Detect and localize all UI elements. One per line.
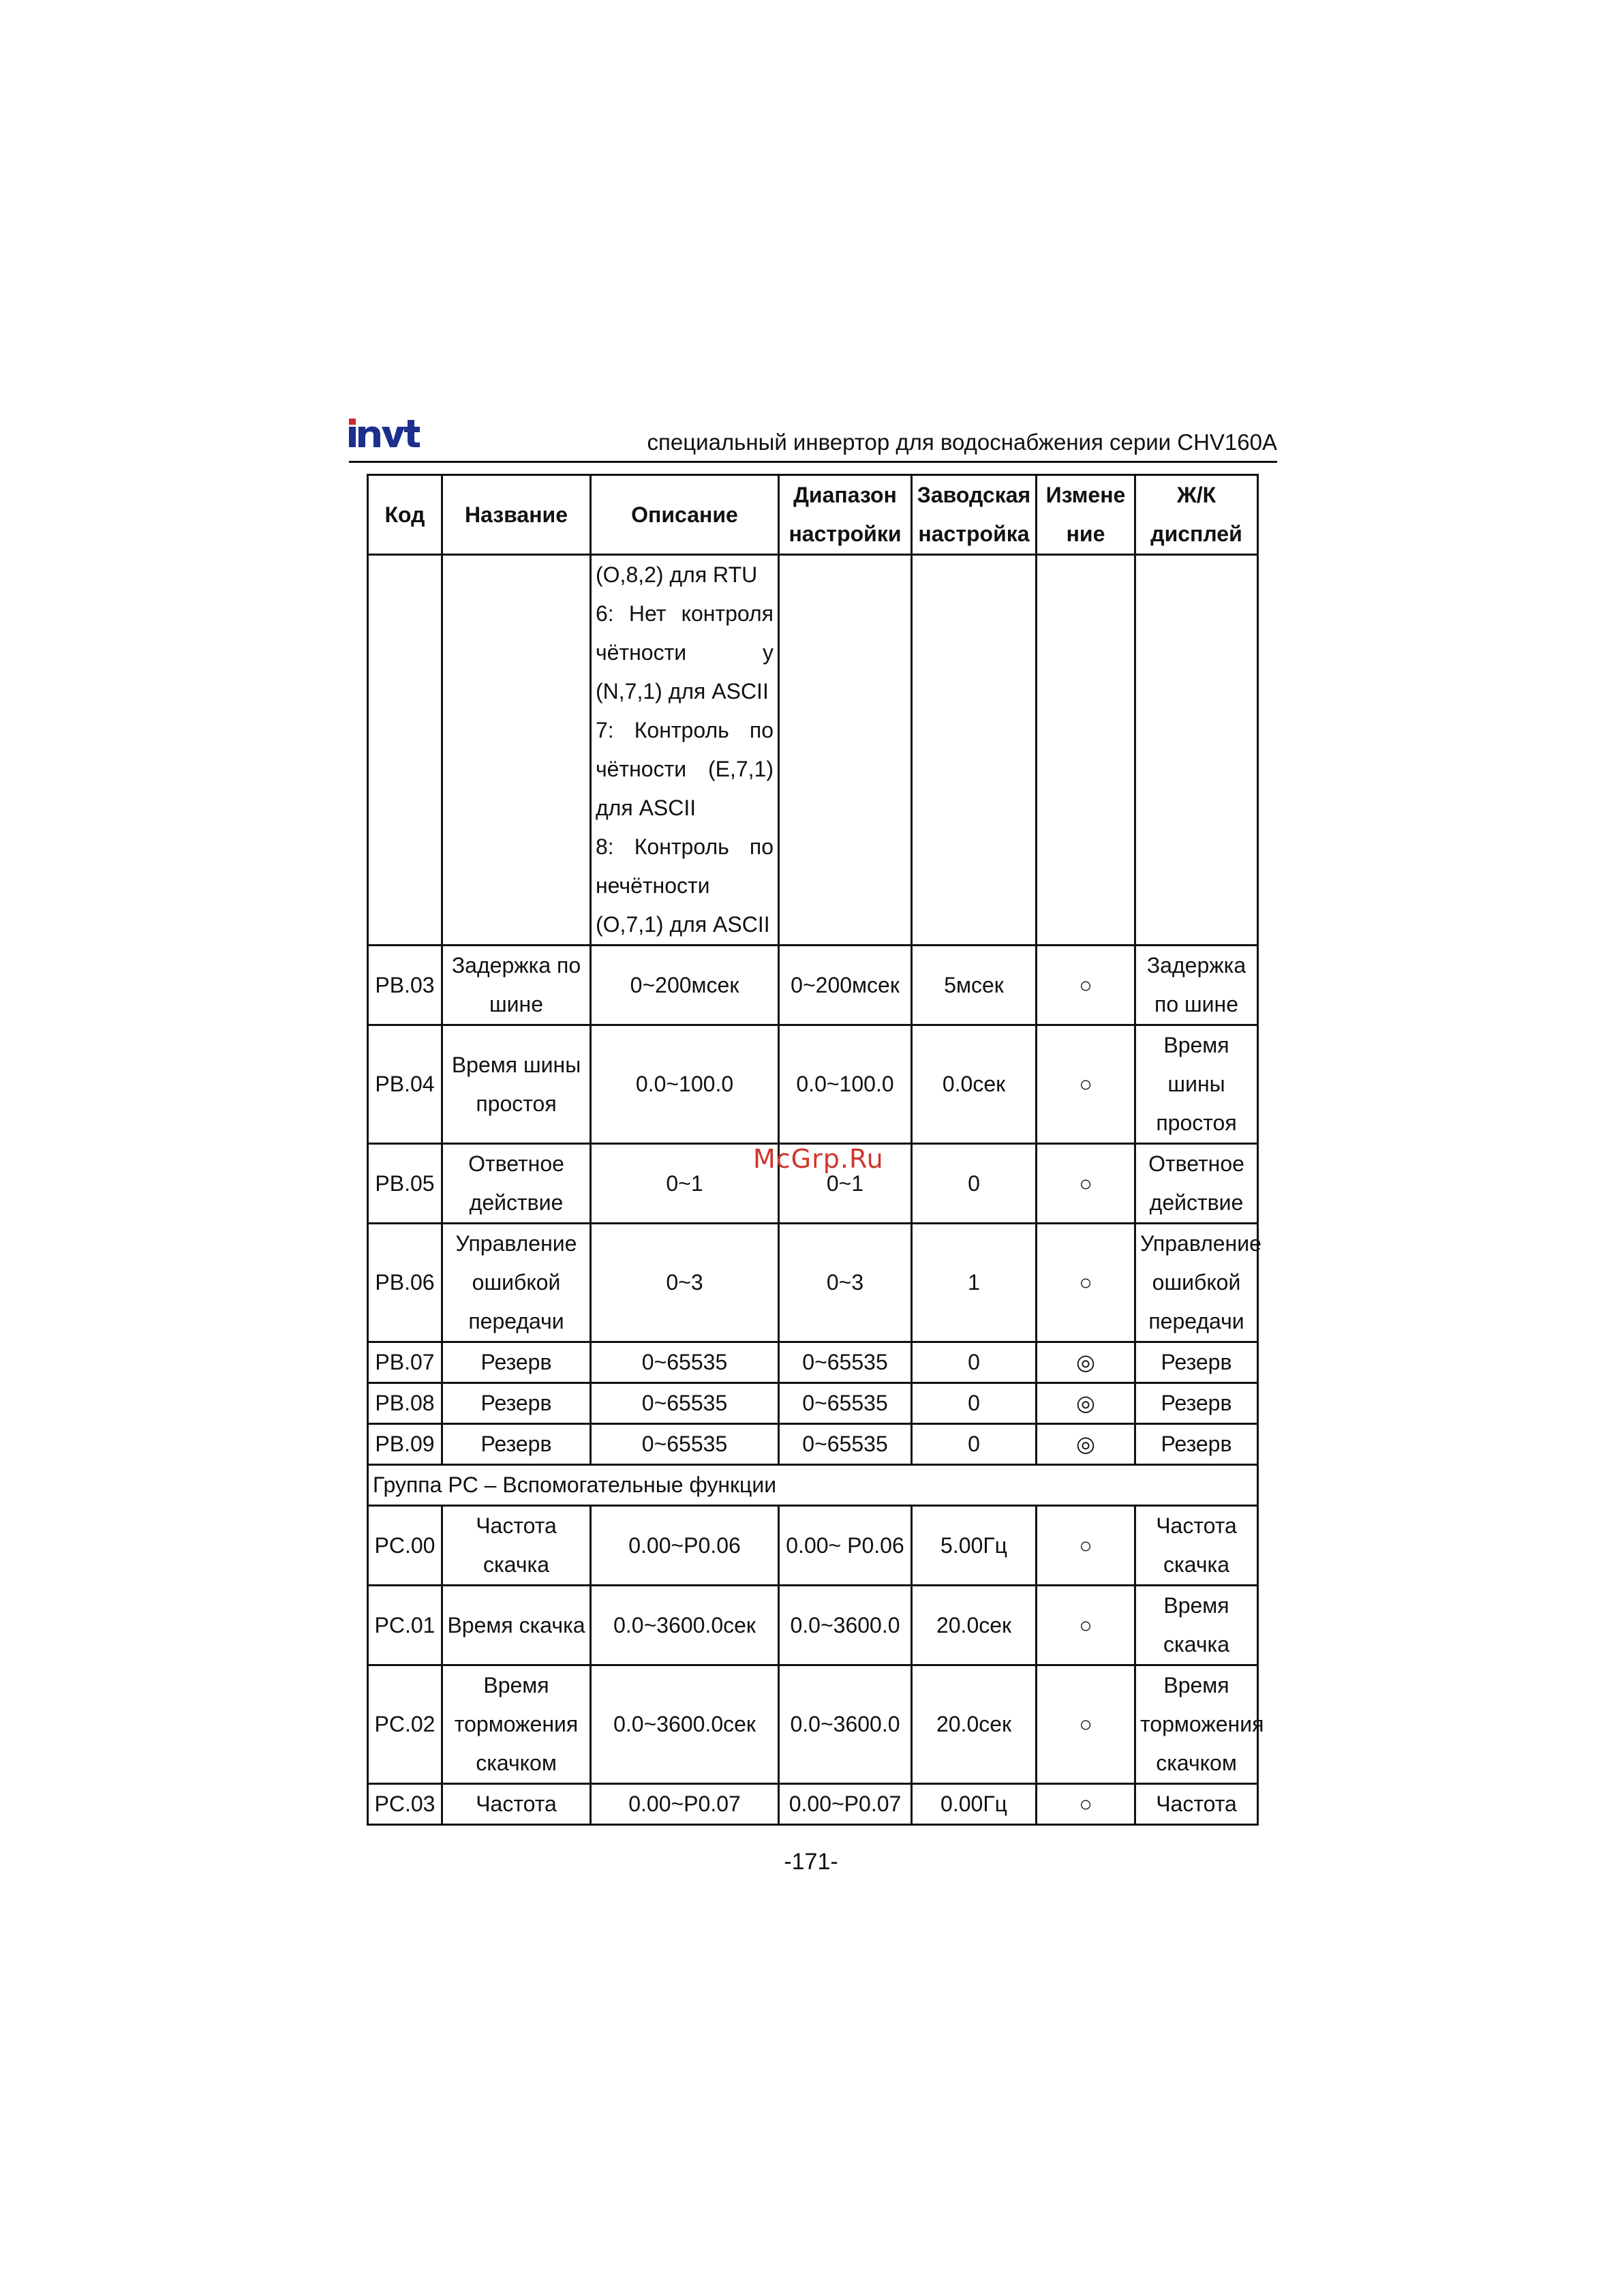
header-default: Заводская настройка <box>912 475 1037 555</box>
document-header-title: специальный инвертор для водоснабжения серии CHV160A <box>647 429 1277 455</box>
watermark: McGrp.Ru <box>753 1144 884 1174</box>
header-change: Измене ние <box>1037 475 1135 555</box>
header-description: Описание <box>591 475 779 555</box>
change-mark-icon: ○ <box>1037 1784 1135 1825</box>
table-row: PC.02 Время торможения скачком 0.0~3600.0сек 0.0~3600.0 20.0сек ○ Время торможения скачком <box>368 1665 1258 1784</box>
table-row: PB.05 Ответное действие 0~1 0~1 0 ○ Ответное действие <box>368 1144 1258 1224</box>
change-mark-icon: ○ <box>1037 1224 1135 1342</box>
header-name: Название <box>442 475 591 555</box>
change-mark-icon: ○ <box>1037 946 1135 1025</box>
invt-logo <box>349 417 425 450</box>
change-mark-icon: ◎ <box>1037 1383 1135 1424</box>
change-mark-icon: ◎ <box>1037 1424 1135 1465</box>
table-row: PC.03 Частота 0.00~P0.07 0.00~P0.07 0.00Гц ○ Частота <box>368 1784 1258 1825</box>
table-row: PB.06 Управление ошибкой передачи 0~3 0~3 1 ○ Управление ошибкой передачи <box>368 1224 1258 1342</box>
table-row: PB.07 Резерв 0~65535 0~65535 0 ◎ Резерв <box>368 1342 1258 1383</box>
section-header-row <box>368 1465 1258 1506</box>
header-code: Код <box>368 475 442 555</box>
change-mark-icon: ○ <box>1037 1665 1135 1784</box>
header-display: Ж/К дисплей <box>1135 475 1258 555</box>
continuation-description: (O,8,2) для RTU 6: Нет контроля чётности у (N,7,1) для ASCII 7: Контроль по чётности (E,7,1) для ASCII 8: Контроль по нечётности (O,7,1) для ASCII <box>591 555 779 946</box>
page-number: -171- <box>784 1849 838 1875</box>
table-header-row <box>368 475 1258 555</box>
change-mark-icon: ◎ <box>1037 1342 1135 1383</box>
change-mark-icon: ○ <box>1037 1506 1135 1586</box>
section-title: Группа PC – Вспомогательные функции <box>368 1465 1258 1506</box>
header-range: Диапазон настройки <box>779 475 912 555</box>
table-row: PB.04 Время шины простоя 0.0~100.0 0.0~100.0 0.0сек ○ Время шины простоя <box>368 1025 1258 1144</box>
table-row: PB.08 Резерв 0~65535 0~65535 0 ◎ Резерв <box>368 1383 1258 1424</box>
change-mark-icon: ○ <box>1037 1586 1135 1665</box>
change-mark-icon: ○ <box>1037 1025 1135 1144</box>
table-row: PB.03 Задержка по шине 0~200мсек 0~200мсек 5мсек ○ Задержка по шине <box>368 946 1258 1025</box>
header-divider <box>349 461 1277 463</box>
logo-text: invt <box>349 417 350 418</box>
table-row: PC.01 Время скачка 0.0~3600.0сек 0.0~3600.0 20.0сек ○ Время скачка <box>368 1586 1258 1665</box>
table-row: PB.09 Резерв 0~65535 0~65535 0 ◎ Резерв <box>368 1424 1258 1465</box>
table-row-continuation <box>368 555 1258 946</box>
table-row: PC.00 Частота скачка 0.00~P0.06 0.00~ P0.06 5.00Гц ○ Частота скачка <box>368 1506 1258 1586</box>
change-mark-icon: ○ <box>1037 1144 1135 1224</box>
